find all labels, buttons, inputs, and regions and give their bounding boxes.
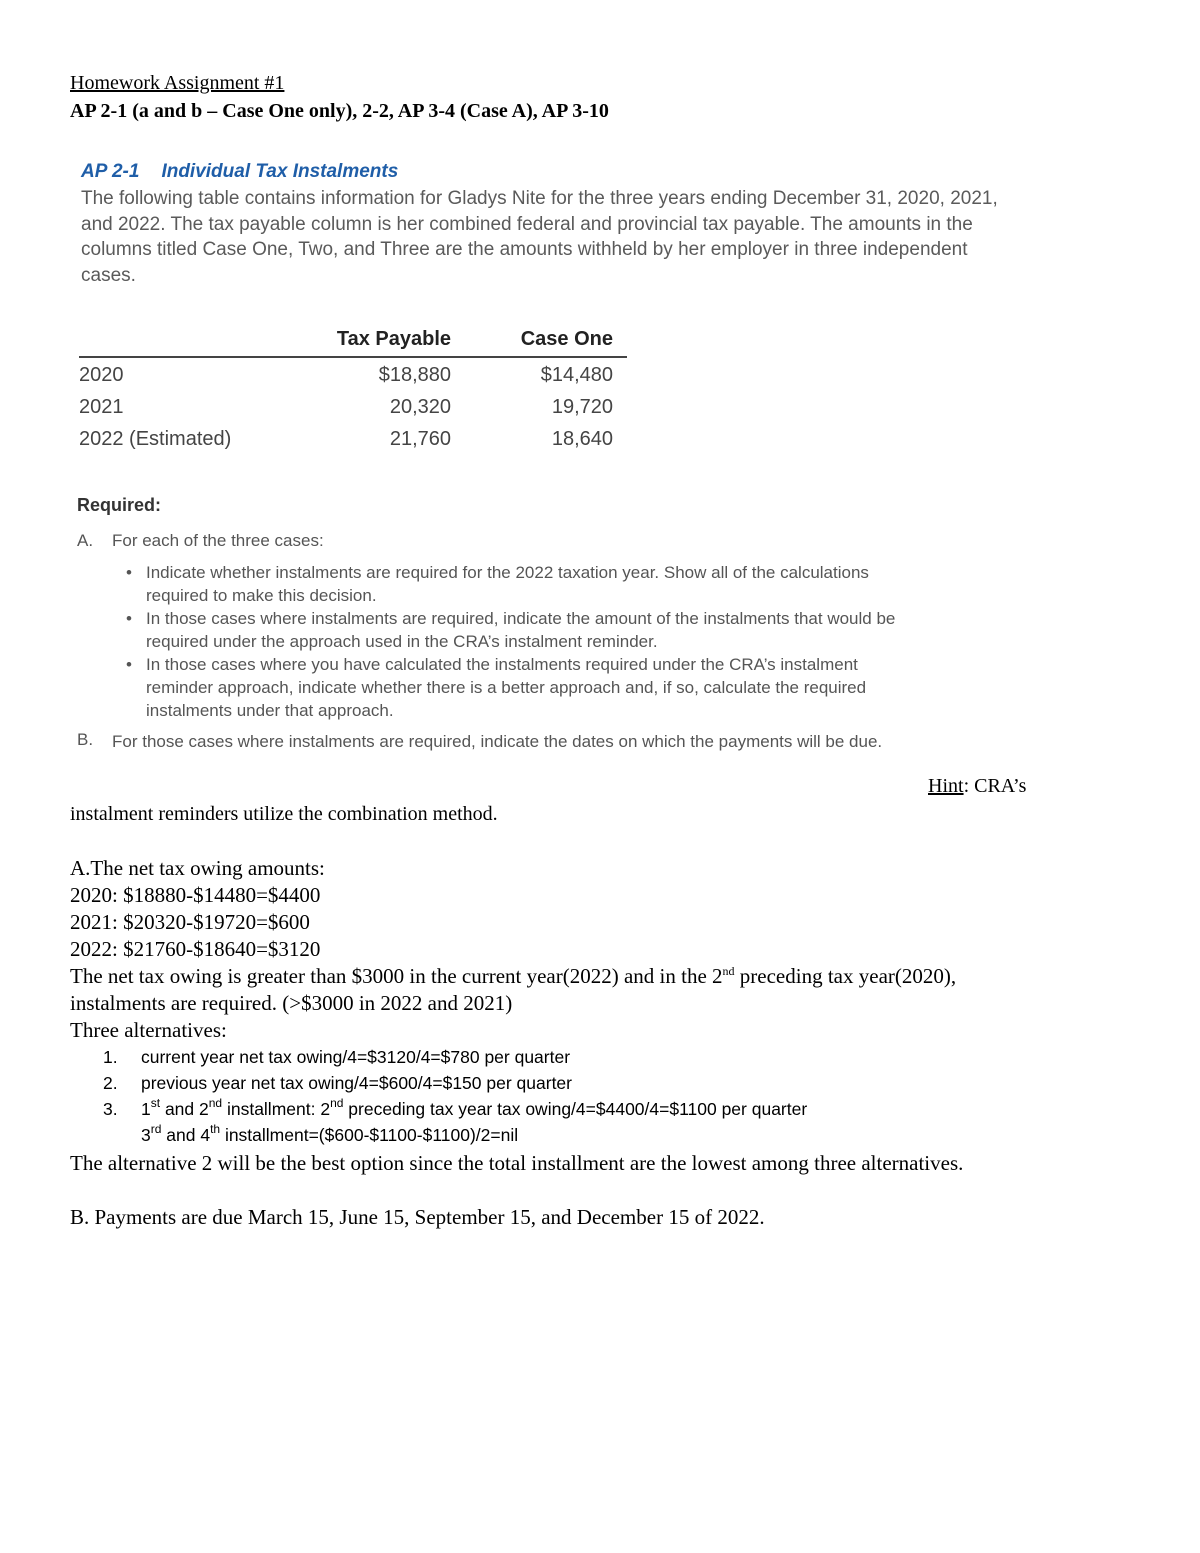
item-text (141, 1096, 808, 1120)
alternative-item (0, 1073, 1200, 1097)
required-heading: Required: (77, 495, 162, 515)
required-b-letter: B. (77, 730, 94, 749)
superscript: rd (150, 1122, 162, 1136)
answer-b: B. Payments are due March 15, June 15, September 15, and December 15 of 2022. (70, 1205, 765, 1229)
superscript: nd (722, 964, 735, 978)
bullet-glyph: • (126, 609, 132, 628)
hint-label: Hint (928, 775, 964, 797)
answer-2022: 2022: $21760-$18640=$3120 (70, 937, 321, 961)
bullet-text: Indicate whether instalments are required for the 2022 taxation year. Show all of the calculations required to make this decision. (146, 563, 869, 605)
problem-title: Individual Tax Instalments (161, 161, 399, 182)
text-part: installment=($600-$1100-$1100)/2=nil (220, 1125, 519, 1145)
assignment-subtitle: AP 2-1 (a and b – Case One only), 2-2, AP 3-4 (Case A), AP 3-10 (70, 100, 609, 122)
cell-tax: 20,320 (389, 396, 451, 418)
text-part: 3 (141, 1125, 151, 1145)
superscript: nd (330, 1096, 344, 1110)
cell-year: 2021 (79, 396, 124, 418)
cell-tax: 21,760 (389, 428, 451, 450)
hint-text-second: instalment reminders utilize the combination method. (70, 803, 498, 825)
alternative-item (0, 1096, 1200, 1123)
header-tax-payable: Tax Payable (336, 328, 451, 350)
required-bullet (126, 653, 916, 723)
item-text (141, 1122, 519, 1146)
answer-2021: 2021: $20320-$19720=$600 (70, 910, 310, 934)
item-text: current year net tax owing/4=$3120/4=$780 per quarter (141, 1047, 571, 1067)
tax-table (79, 326, 627, 454)
cell-case: 18,640 (551, 428, 613, 450)
header-case-one: Case One (520, 328, 613, 350)
text-part: installment: 2 (222, 1099, 331, 1119)
explanation-part: The net tax owing is greater than $3000 in the current year(2022) and in the 2 (70, 964, 723, 988)
bullet-glyph: • (126, 655, 132, 674)
answer-2020: 2020: $18880-$14480=$4400 (70, 883, 321, 907)
problem-intro: The following table contains information for Gladys Nite for the three years ending December 31, 2020, 2021, and 2022. The tax payable column is her combined federal and provincial tax payable. The amounts in the columns titled Case One, Two, and Three are the amounts withheld by her employer in three independent cases. (81, 188, 998, 286)
required-bullet (126, 561, 916, 607)
item-number: 3. (103, 1099, 118, 1119)
cell-year: 2020 (79, 364, 124, 386)
item-number: 2. (103, 1073, 118, 1093)
superscript: st (150, 1096, 161, 1110)
text-part: preceding tax year tax owing/4=$4400/4=$1100 per quarter (343, 1099, 808, 1119)
item-text: previous year net tax owing/4=$600/4=$150 per quarter (141, 1073, 572, 1093)
table-header-row (79, 326, 627, 358)
hint-line (928, 775, 1026, 798)
text-part: and 4 (161, 1125, 211, 1145)
answer-conclusion: The alternative 2 will be the best option since the total installment are the lowest among three alternatives. (70, 1151, 964, 1175)
table-row (79, 422, 627, 454)
required-a-letter: A. (77, 531, 94, 550)
text-part: and 2 (160, 1099, 209, 1119)
alternative-item (0, 1047, 1200, 1071)
problem-code: AP 2-1 (81, 161, 140, 182)
table-row (79, 390, 627, 422)
item-number: 1. (103, 1047, 118, 1067)
bullet-text: In those cases where you have calculated the instalments required under the CRA’s instalment reminder approach, indicate whether there is a better approach and, if so, calculate the required instalments under that approach. (146, 655, 867, 720)
answer-explanation-line2: instalments are required. (>$3000 in 2022 and 2021) (70, 991, 513, 1015)
answer-a-heading: A.The net tax owing amounts: (70, 856, 325, 880)
table-row (79, 358, 627, 390)
cell-year: 2022 (Estimated) (79, 428, 232, 450)
required-bullet (126, 607, 916, 653)
hint-text-first: : CRA’s (963, 775, 1027, 797)
alternative-item-continuation (0, 1122, 1200, 1149)
assignment-title: Homework Assignment #1 (70, 72, 285, 94)
text-part: 1 (141, 1099, 151, 1119)
cell-case: 19,720 (551, 396, 613, 418)
required-a-text: For each of the three cases: (112, 531, 324, 550)
cell-tax: $18,880 (378, 364, 451, 386)
alternatives-heading: Three alternatives: (70, 1018, 227, 1042)
superscript: nd (208, 1096, 223, 1110)
bullet-glyph: • (126, 563, 132, 582)
bullet-text: In those cases where instalments are required, indicate the amount of the instalments that would be required under the approach used in the CRA’s instalment reminder. (146, 609, 896, 651)
required-b-text: For those cases where instalments are required, indicate the dates on which the payments will be due. (112, 732, 883, 751)
explanation-part: preceding tax year(2020), (734, 964, 957, 988)
cell-case: $14,480 (540, 364, 613, 386)
superscript: th (210, 1122, 221, 1136)
problem-heading (81, 161, 398, 183)
answer-explanation-line1 (70, 964, 956, 989)
